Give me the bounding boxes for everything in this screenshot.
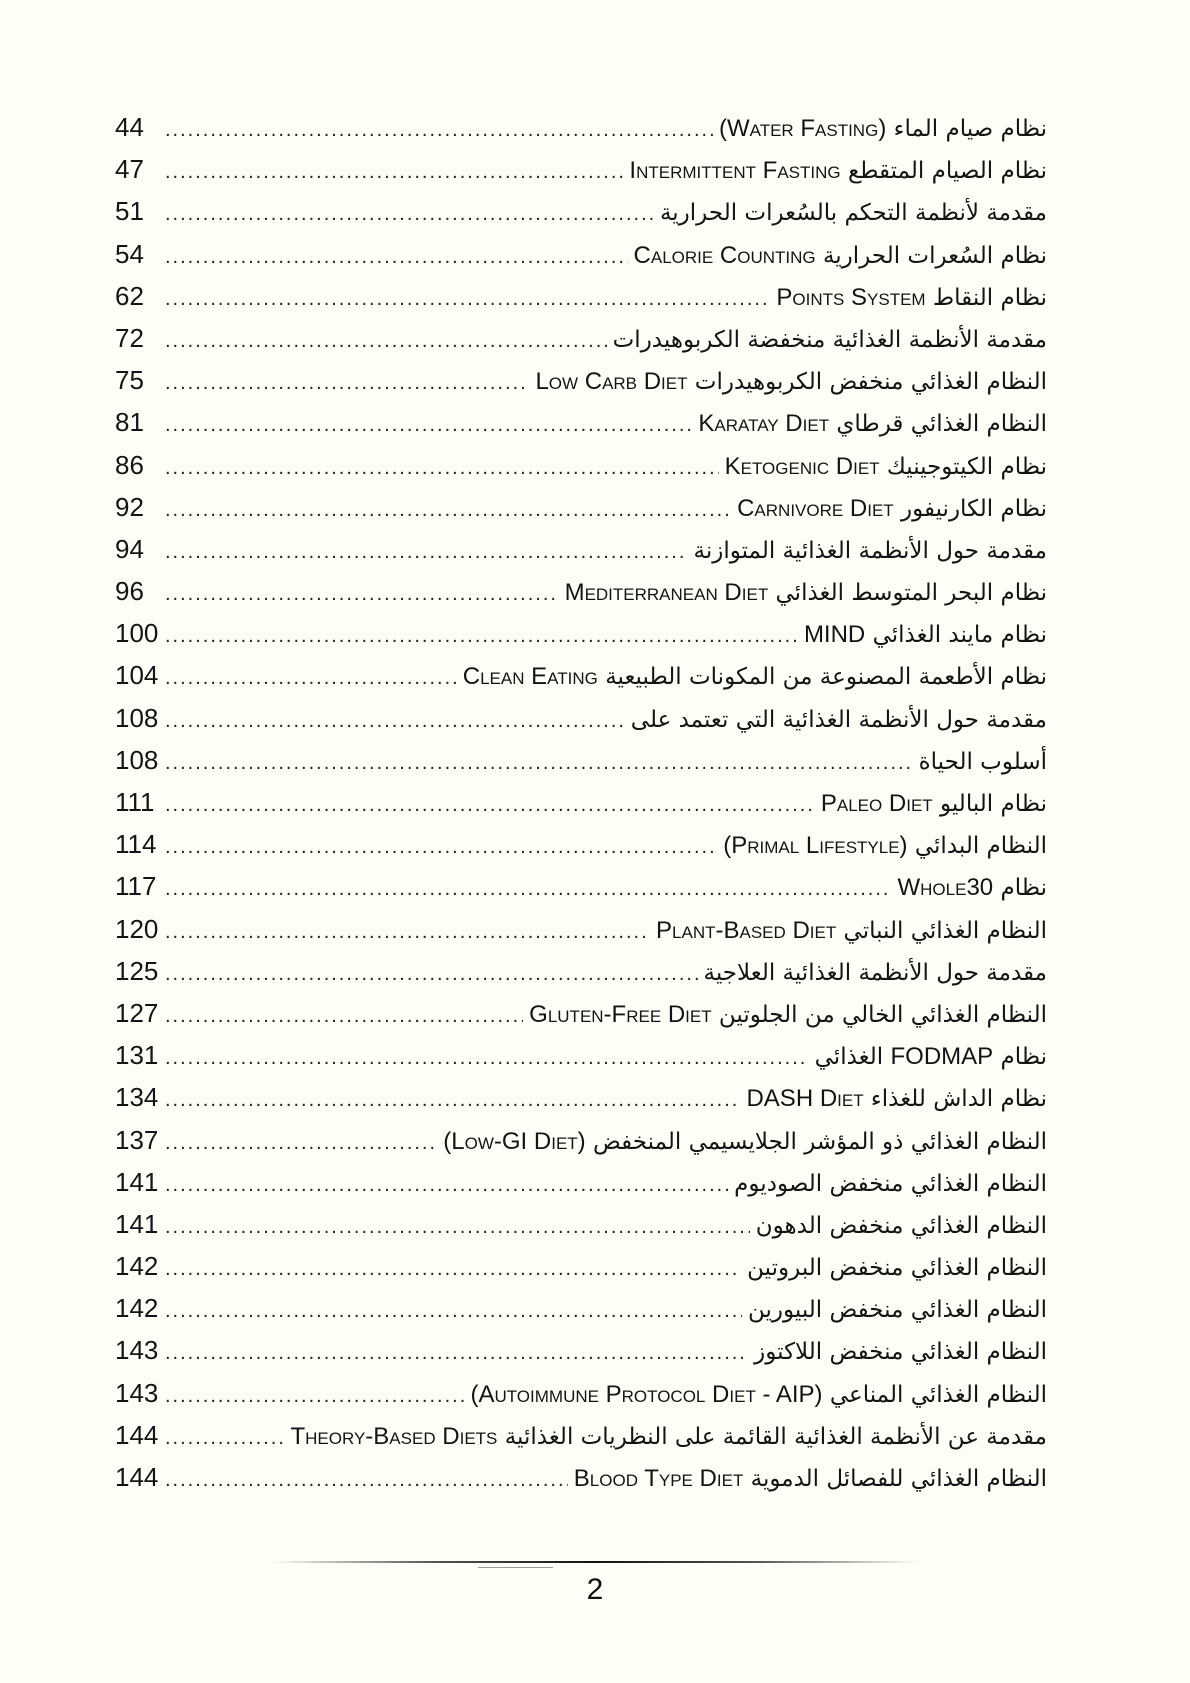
toc-entry[interactable] [115, 570, 1047, 612]
toc-entry-title [535, 361, 1047, 401]
toc-entry-title [748, 1289, 1047, 1329]
toc-entry-title [737, 488, 1047, 528]
toc-leader-dots [165, 868, 892, 907]
toc-entry-page-number: 127 [115, 997, 159, 1028]
toc-entry-page-number: 114 [115, 829, 157, 860]
toc-entry-page-number: 104 [115, 660, 159, 691]
toc-leader-dots [165, 657, 457, 696]
toc-entry[interactable] [115, 781, 1047, 823]
toc-entry-title-arabic: نظام السُعرات الحرارية [822, 242, 1047, 269]
toc-entry-page-number: 144 [115, 1462, 159, 1492]
toc-entry-title [565, 572, 1047, 612]
toc-entry-page-number: 111 [115, 787, 155, 817]
toc-entry-title [529, 994, 1047, 1034]
toc-entry-title-arabic: النظام الغذائي الخالي من الجلوتين [718, 1001, 1047, 1028]
toc-entry-page-number: 86 [115, 449, 144, 480]
toc-leader-dots [165, 742, 913, 781]
toc-entry[interactable] [115, 528, 1047, 570]
toc-entry-title [723, 825, 1047, 865]
toc-entry[interactable] [115, 950, 1047, 992]
toc-entry-page-number: 141 [115, 1208, 159, 1239]
toc-entry-page-number: 47 [115, 154, 144, 185]
toc-entry-title [660, 192, 1047, 232]
toc-entry-title [291, 1416, 1048, 1456]
toc-entry-page-number: 120 [115, 913, 159, 944]
toc-entry-title [804, 614, 1047, 654]
toc-entry-title-arabic: النظام الغذائي المناعي [829, 1381, 1047, 1408]
toc-entry-title-arabic: نظام الداش للغذاء [870, 1086, 1047, 1113]
toc-entry-title-arabic: النظام الغذائي منخفض البيورين [747, 1297, 1047, 1324]
toc-entry-title-arabic: نظام الباليو [939, 791, 1047, 817]
toc-leader-dots [165, 1122, 437, 1161]
toc-entry-title-english: Whole30 [897, 874, 994, 902]
toc-entry[interactable] [115, 1034, 1047, 1076]
toc-entry-page-number: 134 [115, 1082, 159, 1113]
toc-entry-title-arabic: نظام مايند الغذائي [872, 622, 1047, 649]
toc-leader-dots [165, 826, 717, 865]
toc-entry-title-arabic: مقدمة الأنظمة الغذائية منخفضة الكربوهيدرات [612, 326, 1047, 353]
toc-leader-dots [165, 362, 529, 401]
toc-entry-title [747, 1247, 1047, 1287]
toc-entry-title-arabic: النظام الغذائي منخفض الصوديوم [734, 1170, 1047, 1197]
toc-entry[interactable] [115, 908, 1047, 950]
toc-entry[interactable] [115, 106, 1047, 148]
toc-entry-title-arabic: النظام الغذائي للفصائل الدموية [750, 1466, 1047, 1492]
toc-entry[interactable] [115, 148, 1047, 190]
toc-entry-page-number: 108 [115, 702, 159, 733]
toc-entry-title-arabic: النظام الغذائي منخفض الكربوهيدرات [694, 369, 1047, 396]
toc-entry-title-english: Karatay Diet [698, 410, 830, 438]
toc-entry-title-english: FODMAP [890, 1043, 994, 1071]
toc-entry-title-english: (Autoimmune Protocol Diet - AIP) [470, 1380, 823, 1408]
toc-entry-title [698, 403, 1047, 443]
toc-entry-title-arabic: نظام [1000, 875, 1047, 902]
toc-entry-page-number: 108 [115, 744, 159, 775]
toc-entry-title-english: Paleo Diet [820, 790, 933, 817]
toc-entry-title-english: Ketogenic Diet [724, 452, 880, 480]
toc-entry-title-arabic: أسلوب الحياة [918, 748, 1047, 775]
toc-entry-title [776, 277, 1047, 317]
toc-entry-title-arabic: النظام الغذائي ذو المؤشر الجلايسيمي المنخفض [592, 1128, 1047, 1155]
toc-entry-title-arabic-prefix: نظام [1000, 1044, 1047, 1071]
toc-entry-title-english: Theory-Based Diets [290, 1422, 498, 1450]
toc-leader-dots [165, 1375, 464, 1414]
toc-entry[interactable] [115, 444, 1047, 486]
toc-entry-page-number: 44 [115, 112, 144, 142]
toc-leader-dots [165, 109, 713, 148]
toc-entry-title [634, 235, 1047, 275]
toc-leader-dots [165, 531, 687, 570]
toc-leader-dots [165, 1037, 809, 1076]
toc-entry-page-number: 144 [115, 1419, 159, 1450]
toc-leader-dots [165, 1248, 741, 1287]
toc-entry-page-number: 143 [115, 1377, 159, 1408]
toc-entry[interactable] [115, 1161, 1047, 1203]
toc-entry[interactable] [115, 275, 1047, 317]
toc-entry-title [629, 150, 1047, 190]
toc-entry-title [443, 1121, 1047, 1161]
toc-entry[interactable] [115, 823, 1047, 865]
toc-entry[interactable] [115, 1119, 1047, 1161]
toc-leader-dots [165, 404, 692, 443]
toc-entry-title [719, 108, 1047, 148]
toc-entry-title-arabic: النظام الغذائي قرطاي [836, 411, 1047, 438]
toc-entry[interactable] [115, 1329, 1047, 1371]
toc-entry-title [821, 783, 1047, 823]
toc-entry-page-number: 117 [115, 871, 157, 902]
toc-entry[interactable] [115, 190, 1047, 232]
toc-entry-title-english: Intermittent Fasting [629, 157, 841, 185]
toc-entry-page-number: 131 [115, 1040, 159, 1071]
toc-entry-title [919, 741, 1047, 781]
toc-leader-dots [165, 911, 650, 950]
toc-entry-title [463, 656, 1047, 696]
toc-leader-dots [165, 278, 770, 317]
toc-entry-title-english: Plant-Based Diet [656, 916, 837, 944]
toc-entry-title-arabic: نظام الصيام المتقطع [847, 158, 1047, 185]
toc-entry-page-number: 142 [115, 1251, 159, 1282]
toc-entry-page-number: 81 [115, 407, 144, 438]
toc-entry-title [734, 1163, 1047, 1203]
toc-leader-dots [165, 1206, 750, 1245]
toc-leader-dots [165, 1459, 568, 1498]
toc-entry-page-number: 72 [115, 322, 144, 353]
toc-entry-title-english: (Primal Lifestyle) [723, 832, 908, 860]
toc-leader-dots [165, 573, 559, 612]
page-number: 2 [586, 1573, 604, 1606]
toc-leader-dots [165, 320, 607, 359]
toc-leader-dots [165, 447, 719, 486]
toc-entry[interactable] [115, 233, 1047, 275]
toc-entry-page-number: 142 [115, 1293, 159, 1324]
toc-entry-title-arabic: مقدمة حول الأنظمة الغذائية المتوازنة [693, 537, 1047, 564]
toc-entry-title-arabic: نظام الكارنيفور [900, 495, 1047, 522]
toc-leader-dots [165, 615, 798, 654]
toc-entry-page-number: 141 [115, 1166, 159, 1197]
toc-leader-dots [165, 236, 628, 275]
toc-entry[interactable] [115, 1076, 1047, 1118]
toc-entry[interactable] [115, 1414, 1047, 1456]
toc-entry-page-number: 100 [115, 618, 159, 649]
toc-entry-title-english: Points System [776, 283, 926, 311]
toc-entry-title-arabic: النظام الغذائي منخفض الدهون [755, 1212, 1047, 1239]
toc-entry-title-arabic: مقدمة حول الأنظمة الغذائية التي تعتمد على [630, 706, 1047, 733]
toc-entry-title [613, 319, 1047, 359]
table-of-contents [115, 106, 1047, 1498]
toc-entry[interactable] [115, 612, 1047, 654]
toc-entry-title-arabic: مقدمة حول الأنظمة الغذائية العلاجية [703, 959, 1047, 986]
toc-entry-title-english: Calorie Counting [633, 241, 816, 269]
toc-entry[interactable] [115, 317, 1047, 359]
toc-entry[interactable] [115, 1245, 1047, 1287]
toc-leader-dots [165, 1079, 740, 1118]
toc-entry-title-arabic: نظام صيام الماء [893, 116, 1047, 142]
toc-entry-title-english: Blood Type Diet [573, 1465, 744, 1492]
toc-entry-title-english: DASH Diet [746, 1085, 864, 1113]
toc-entry-page-number: 54 [115, 238, 144, 269]
toc-entry-title-english: Carnivore Diet [737, 494, 894, 522]
toc-entry-title [815, 1036, 1047, 1076]
toc-entry-title-arabic: الغذائي [814, 1044, 884, 1071]
toc-entry-page-number: 62 [115, 280, 144, 311]
toc-entry-title-arabic: النظام الغذائي منخفض اللاكتوز [754, 1339, 1047, 1366]
footer-divider [270, 1561, 920, 1563]
toc-entry-page-number: 51 [115, 196, 144, 227]
toc-entry-title-arabic: مقدمة لأنظمة التحكم بالسُعرات الحرارية [659, 200, 1047, 227]
toc-entry-title [756, 1205, 1047, 1245]
toc-entry[interactable] [115, 486, 1047, 528]
toc-entry[interactable] [115, 992, 1047, 1034]
toc-leader-dots [165, 953, 698, 992]
toc-leader-dots [165, 995, 523, 1034]
toc-leader-dots [165, 151, 623, 190]
toc-entry[interactable] [115, 1287, 1047, 1329]
toc-entry[interactable] [115, 1372, 1047, 1414]
toc-leader-dots [165, 1290, 742, 1329]
toc-entry-title-english: Gluten-Free Diet [529, 1000, 712, 1028]
toc-leader-dots [165, 700, 625, 739]
toc-entry-title [693, 530, 1047, 570]
toc-entry-title-arabic: النظام الغذائي النباتي [843, 917, 1047, 944]
toc-leader-dots [165, 193, 654, 232]
toc-entry[interactable] [115, 865, 1047, 907]
toc-entry-title-arabic: مقدمة عن الأنظمة الغذائية القائمة على النظريات الغذائية [504, 1423, 1047, 1450]
toc-leader-dots [165, 489, 731, 528]
toc-entry-title-english: Low Carb Diet [535, 368, 688, 396]
toc-entry-page-number: 137 [115, 1124, 159, 1155]
toc-entry[interactable] [115, 359, 1047, 401]
toc-entry-title [746, 1078, 1047, 1118]
toc-entry[interactable] [115, 401, 1047, 443]
toc-entry[interactable] [115, 1456, 1047, 1498]
toc-entry-title-english: (Low-GI Diet) [443, 1127, 586, 1155]
toc-entry[interactable] [115, 739, 1047, 781]
toc-leader-dots [165, 1417, 285, 1456]
toc-entry-title-arabic: النظام الغذائي منخفض البروتين [747, 1255, 1047, 1282]
toc-entry-title [898, 867, 1048, 907]
toc-entry-title [470, 1374, 1047, 1414]
toc-entry-title-english: Clean Eating [462, 663, 598, 691]
toc-entry[interactable] [115, 1203, 1047, 1245]
toc-entry-page-number: 125 [115, 955, 159, 986]
toc-leader-dots [165, 1332, 748, 1371]
toc-entry-page-number: 92 [115, 491, 144, 522]
toc-entry[interactable] [115, 654, 1047, 696]
toc-entry-title [574, 1458, 1047, 1498]
toc-entry-page-number: 96 [115, 576, 144, 607]
toc-entry-title-arabic: نظام البحر المتوسط الغذائي [775, 580, 1047, 607]
toc-entry-title [754, 1331, 1047, 1371]
toc-entry-title [656, 910, 1047, 950]
toc-entry-title-english: Mediterranean Diet [564, 579, 769, 607]
toc-entry-page-number: 75 [115, 365, 144, 396]
toc-leader-dots [165, 1164, 728, 1203]
toc-entry-page-number: 94 [115, 533, 144, 564]
toc-entry-title-english: MIND [803, 621, 866, 649]
toc-entry-title-english: (Water Fasting) [718, 115, 887, 142]
footer-divider-accent [478, 1567, 553, 1568]
toc-entry-title-arabic: نظام الكيتوجينيك [886, 453, 1047, 480]
toc-entry-title [725, 446, 1047, 486]
toc-leader-dots [165, 784, 815, 823]
toc-entry-title [631, 699, 1047, 739]
toc-entry[interactable] [115, 697, 1047, 739]
toc-entry-page-number: 143 [115, 1335, 159, 1366]
toc-entry-title-arabic: نظام الأطعمة المصنوعة من المكونات الطبيعية [605, 664, 1047, 691]
toc-entry-title [704, 952, 1047, 992]
toc-entry-title-arabic: نظام النقاط [932, 284, 1047, 311]
toc-entry-title-arabic: النظام البدائي [914, 833, 1047, 860]
